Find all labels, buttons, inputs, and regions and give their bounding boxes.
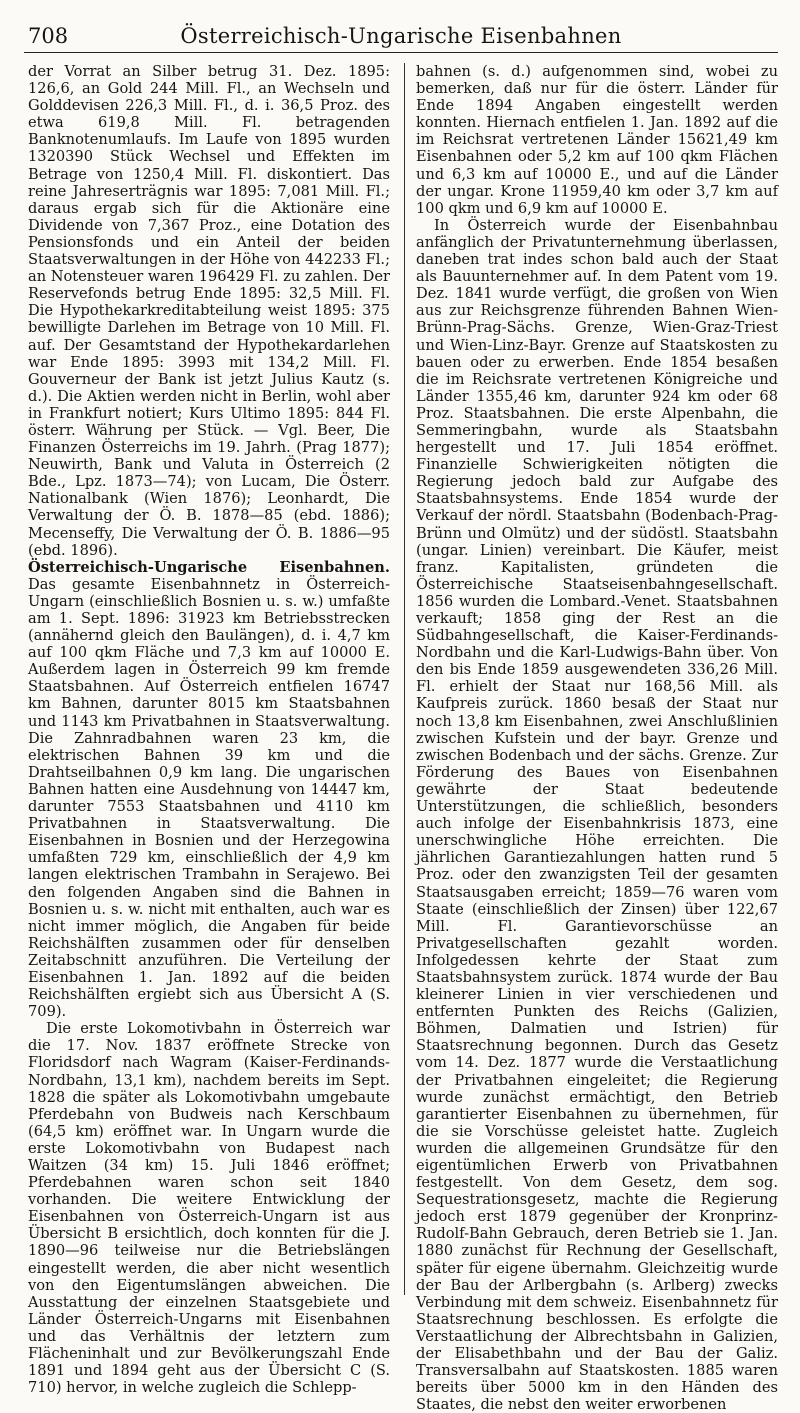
paragraph-text: In Österreich wurde der Eisenbahnbau anfänglich der Privatunternehmung überlassen, daneben trat indes schon bald auch der Staat als Bauunternehmer auf. In dem Patent vom 19. Dez. 1841 wurde verfügt, die großen von Wien aus zur Reichsgrenze führenden Bahnen Wien-Brünn-Prag-Sächs. Grenze, Wien-Graz-Triest und Wien-Linz-Bayr. Grenze auf Staatskosten zu bauen oder zu erwerben. Ende 1854 besaßen die im Reichsrate vertretenen Königreiche und Länder 1355,46 km, darunter 924 km oder 68 Proz. Staatsbahnen. Die erste Alpenbahn, die Semmeringbahn, wurde als Staatsbahn hergestellt und 17. Juli 1854 eröffnet. Finanzielle Schwierigkeiten nötigten die Regierung jedoch bald zur Aufgabe des Staatsbahnsystems. Ende 1854 wurde der Verkauf der nördl. Staatsbahn (Bodenbach-Prag-Brünn und Olmütz) und der südöstl. Staatsbahn (ungar. Linien) vereinbart. Die Käufer, meist franz. Kapitalisten, gründeten die Österreichische Staatseisenbahngesellschaft. 1856 wurden die Lombard.-Venet. Staatsbahnen verkauft; 1858 ging der Rest an die Südbahngesellschaft, die Kaiser-Ferdinands-Nordbahn und die Karl-Ludwigs-Bahn über. Von den bis Ende 1859 ausgewendeten 336,26 Mill. Fl. erhielt der Staat nur 168,56 Mill. als Kaufpreis zurück. 1860 besaß der Staat nur noch 13,8 km Eisenbahnen, zwei Anschlußlinien zwischen Kufstein und der bayr. Grenze und zwischen Bodenbach und der sächs. Grenze. Zur Förderung des Baues von Eisenbahnen gewährte der Staat bedeutende Unterstützungen, die schließlich, besonders auch infolge der Eisenbahnkrisis 1873, eine unerschwingliche Höhe erreichten. Die jährlichen Garantiezahlungen hatten rund 5 Proz. oder den zwanzigsten Teil der gesamten Staatsausgaben erreicht; 1859—76 waren vom Staate (einschließlich der Zinsen) über 122,67 Mill. Fl. Garantievorschüsse an Privatgesellschaften gezahlt worden. Infolgedessen kehrte der Staat zum Staatsbahnsystem zurück. 1874 wurde der Bau kleinerer Linien in vier verschiedenen und entfernten Punkten des Reichs (Galizien, Böhmen, Dalmatien und Istrien) für Staatsrechnung begonnen. Durch das Gesetz vom 14. Dez. 1877 wurde die Verstaatlichung der Privatbahnen eingeleitet; die Regierung wurde zunächst ermächtigt, den Betrieb garantierter Eisenbahnen zu übernehmen, für die sie Vorschüsse geleistet hatte. Zugleich wurden die allgemeinen Grundsätze für den eigentümlichen Erwerb von Privatbahnen festgestellt. Von dem Gesetz, dem sog. Sequestrationsgesetz, machte die Regierung jedoch erst 1879 gegenüber der Kronprinz-Rudolf-Bahn Gebrauch, deren Betrieb sie 1. Jan. 1880 zunächst für Rechnung der Gesellschaft, später für eigene übernahm. Gleichzeitig wurde der Bau der Arlbergbahn (s. Arlberg) zwecks Verbindung mit dem schweiz. Eisenbahnnetz für Staatsrechnung beschlossen. Es erfolgte die Verstaatlichung der Albrechtsbahn in Galizien, der Elisabethbahn und der Bau der Galiz. Transversalbahn auf Staatskosten. 1885 waren bereits über 5000 km in den Händen des Staates, die nebst den weiter erworbenen — [416, 216, 778, 1413]
left-column — [28, 63, 390, 1397]
page-header — [24, 22, 778, 53]
paragraph — [28, 63, 390, 559]
paragraph-text: bahnen (s. d.) aufgenommen sind, wobei zu bemerken, daß nur für die österr. Länder für Ende 1894 Angaben eingestellt werden konnten. Hiernach entfielen 1. Jan. 1892 auf die im Reichsrat vertretenen Länder 15621,49 km Eisenbahnen oder 5,2 km auf 100 qkm Flächen und 6,3 km auf 10000 E., und auf die Länder der ungar. Krone 11959,40 km oder 3,7 km auf 100 qkm und 6,9 km auf 10000 E. — [416, 63, 778, 217]
paragraph-text: Das gesamte Eisenbahnnetz in Österreich-Ungarn (einschließlich Bosnien u. s. w.) umfaßte am 1. Sept. 1896: 31923 km Betriebsstrecken (annähernd gleich den Baulängen), d. i. 4,7 km auf 100 qkm Fläche und 7,3 km auf 10000 E. Außerdem lagen in Österreich 99 km fremde Staatsbahnen. Auf Österreich entfielen 16747 km Bahnen, darunter 8015 km Staatsbahnen und 1143 km Privatbahnen in Staatsverwaltung. Die Zahnradbahnen waren 23 km, die elektrischen Bahnen 39 km und die Drahtseilbahnen 0,9 km lang. Die ungarischen Bahnen hatten eine Ausdehnung von 14447 km, darunter 7553 Staatsbahnen und 4110 km Privatbahnen in Staatsverwaltung. Die Eisenbahnen in Bosnien und der Herzegowina umfaßten 729 km, einschließlich der 4,9 km langen elektrischen Trambahn in Serajewo. Bei den folgenden Angaben sind die Bahnen in Bosnien u. s. w. nicht mit enthalten, auch war es nicht immer möglich, die Angaben für beide Reichshälften zusammen oder für denselben Zeitabschnitt anzuführen. Die Verteilung der Eisenbahnen 1. Jan. 1892 auf die beiden Reichshälften ergiebt sich aus Übersicht A (S. 709). — [28, 575, 390, 1021]
text-columns — [24, 63, 778, 1413]
paragraph-text: der Vorrat an Silber betrug 31. Dez. 1895: 126,6, an Gold 244 Mill. Fl., an Wechseln und Golddevisen 226,3 Mill. Fl., d. i. 36,5 Proz. des etwa 619,8 Mill. Fl. betragenden Banknotenumlaufs. Im Laufe von 1895 wurden 1320390 Stück Wechsel und Effekten im Betrage von 1250,4 Mill. Fl. diskontiert. Das reine Jahreserträgnis war 1895: 7,081 Mill. Fl.; daraus ergab sich für die Aktionäre eine Dividende von 7,367 Proz., eine Dotation des Pensionsfonds und ein Anteil der beiden Staatsverwaltungen in der Höhe von 442233 Fl.; an Notensteuer waren 196429 Fl. zu zahlen. Der Reservefonds betrug Ende 1895: 32,5 Mill. Fl. Die Hypothekarkreditabteilung weist 1895: 375 bewilligte Darlehen im Betrage von 10 Mill. Fl. auf. Der Gesamtstand der Hypothekardarlehen war Ende 1895: 3993 mit 134,2 Mill. Fl. Gouverneur der Bank ist jetzt Julius Kautz (s. d.). Die Aktien werden nicht in Berlin, wohl aber in Frankfurt notiert; Kurs Ultimo 1895: 844 Fl. österr. Währung per Stück. — Vgl. Beer, Die Finanzen Österreichs im 19. Jahrh. (Prag 1877); Neuwirth, Bank und Valuta in Österreich (2 Bde., Lpz. 1873—74); von Lucam, Die Österr. Nationalbank (Wien 1876); Leonhardt, Die Verwaltung der Ö. B. 1878—85 (ebd. 1886); Mecenseffy, Die Verwaltung der Ö. B. 1886—95 (ebd. 1896). — [28, 63, 390, 559]
entry-paragraph — [28, 559, 390, 1021]
paragraph — [416, 217, 778, 1413]
paragraph — [416, 63, 778, 217]
right-column — [416, 63, 778, 1413]
page-number: 708 — [28, 24, 69, 48]
running-title: Österreichisch-Ungarische Eisenbahnen — [180, 24, 622, 48]
column-divider — [404, 63, 405, 1295]
paragraph-text: Die erste Lokomotivbahn in Österreich war die 17. Nov. 1837 eröffnete Strecke von Floridsdorf nach Wagram (Kaiser-Ferdinands-Nordbahn, 13,1 km), nachdem bereits im Sept. 1828 die später als Lokomotivbahn umgebaute Pferdebahn von Budweis nach Kerschbaum (64,5 km) eröffnet war. In Ungarn wurde die erste Lokomotivbahn von Budapest nach Waitzen (34 km) 15. Juli 1846 eröffnet; Pferdebahnen waren schon seit 1840 vorhanden. Die weitere Entwicklung der Eisenbahnen von Österreich-Ungarn ist aus Übersicht B ersichtlich, doch konnten für die J. 1890—96 teilweise nur die Betriebslängen eingestellt werden, die aber nicht wesentlich von den Eigentumslängen abweichen. Die Ausstattung der einzelnen Staatsgebiete und Länder Österreich-Ungarns mit Eisenbahnen und das Verhältnis der letztern zum Flächeninhalt und zur Bevölkerungszahl Ende 1891 und 1894 geht aus der Übersicht C (S. 710) hervor, in welche zugleich die Schlepp- — [28, 1020, 390, 1397]
paragraph — [28, 1020, 390, 1396]
entry-headword: Österreichisch-Ungarische Eisenbahnen. — [28, 558, 390, 576]
